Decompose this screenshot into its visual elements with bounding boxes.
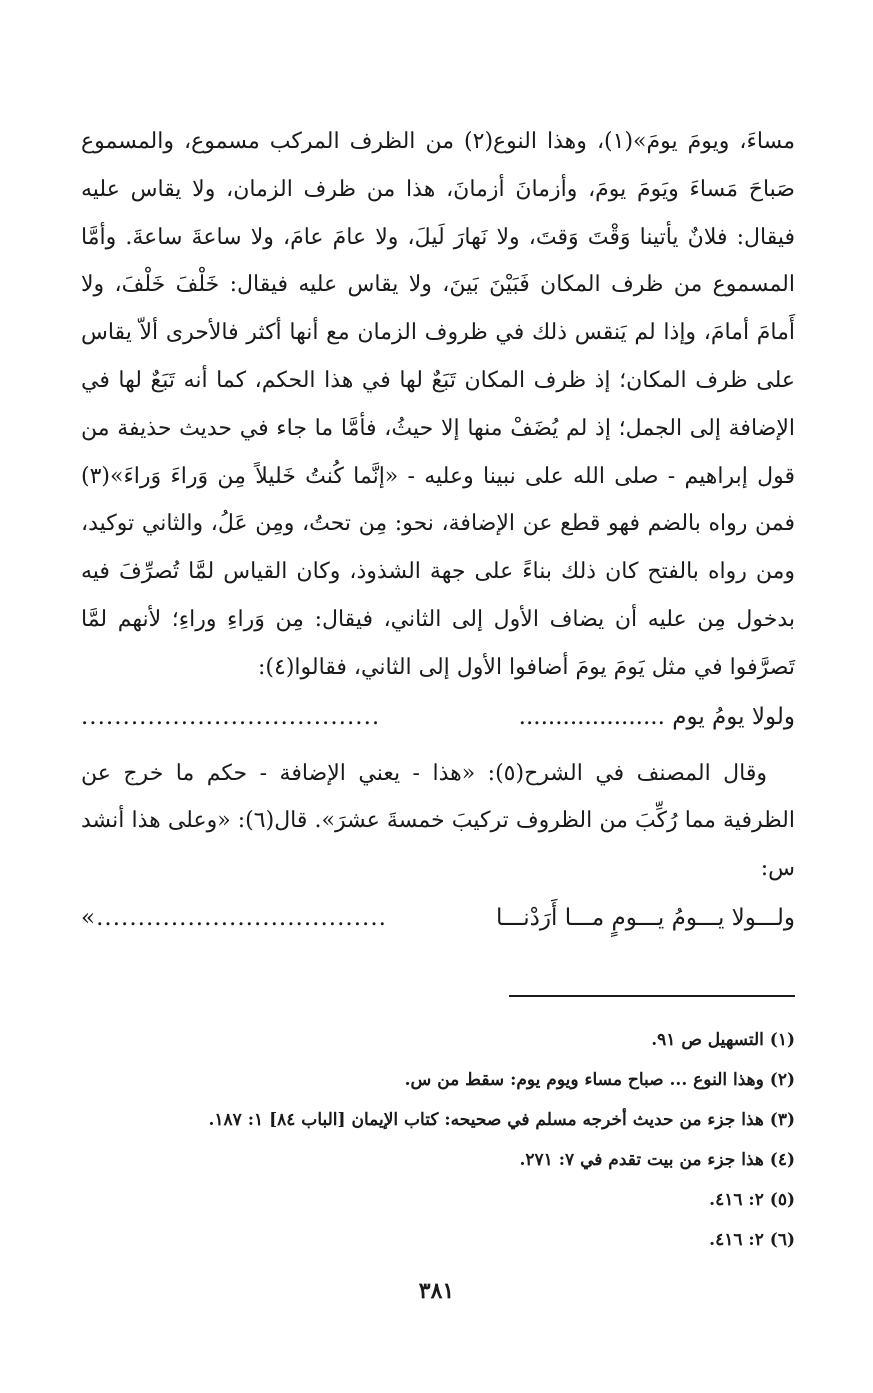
footnote-6: (٦) ٢: ٤١٦. [709,1230,795,1250]
footnote-2: (٢) وهذا النوع ... صباح مساء ويوم يوم: سقط من س. [404,1070,795,1090]
footnote-1: (١) التسهيل ص ٩١. [651,1030,795,1050]
footnote-5: (٥) ٢: ٤١٦. [709,1190,795,1210]
verse-1-second-hemistich: .................................... [81,703,381,730]
footnote-divider [509,995,795,997]
page-number: ٣٨١ [418,1278,455,1304]
main-text-block [81,118,795,943]
paragraph-1: مساءَ، ويومَ يومَ»(١)، وهذا النوع(٢) من الظرف المركب مسموع، والمسموع صَباحَ مَساءَ ويَومَ يومَ، وأزمانَ أزمانَ، هذا من ظرف الزمان، ولا يقاس عليه فيقال: فلانٌ يأتينا وَقْتَ وَقتَ، ولا نَهارَ لَيلَ، ولا عامَ عامَ، ولا ساعةَ ساعةَ. وأمَّا المسموع من ظرف المكان فَبَيْنَ بَينَ، ولا يقاس عليه فيقال: خَلْفَ خَلْفَ، ولا أَمامَ أمامَ، وإذا لم يَنقس ذلك في ظروف الزمان مع أنها أكثر فالأحرى ألاّ يقاس على ظرف المكان؛ إذ ظرف المكان تَبَعٌ لها في هذا الحكم، كما أنه تَبَعٌ لها في الإضافة إلى الجمل؛ إذ لم يُضَفْ منها إلا حيثُ، فأمَّا ما جاء في حديث حذيفة من قول إبراهيم - صلى الله على نبينا وعليه - «إنَّما كُنتُ خَليلاً مِن وَراءَ وَراءَ»(٣) فمن رواه بالضم فهو قطع عن الإضافة، نحو: مِن تحتُ، ومِن عَلُ، والثاني توكيد، ومن رواه بالفتح كان ذلك بناءً على جهة الشذوذ، وكان القياس لمَّا تُصرِّفَ فيه بدخول مِن عليه أن يضاف الأول إلى الثاني، فيقال: مِن وَراءِ وراءِ؛ لأنهم لمَّا تَصرَّفوا في مثل يَومَ يومَ أضافوا الأول إلى الثاني، فقالوا(٤): [81,129,795,680]
verse-1-first-hemistich: ولولا يومُ يوم .................... [518,703,795,730]
verse-2-first-hemistich: ولـــولا يـــومُ يـــومٍ مـــا أَرَدْنـــا [496,904,795,931]
paragraph-2: وقال المصنف في الشرح(٥): «هذا - يعني الإضافة - حكم ما خرج عن الظرفية مما رُكِّبَ من الظروف تركيبَ خمسةَ عشرَ». قال(٦): «وعلى هذا أنشد س: [81,760,795,882]
footnotes [81,1020,795,1260]
verse-1 [81,692,795,742]
footnote-4: (٤) هذا جزء من بيت تقدم في ٧: ٢٧١. [519,1150,795,1170]
verse-2-second-hemistich: ...................................» [81,904,387,931]
verse-2 [81,893,795,943]
footnote-3: (٣) هذا جزء من حديث أخرجه مسلم في صحيحه: كتاب الإيمان [الباب ٨٤] ١: ١٨٧. [208,1110,795,1130]
